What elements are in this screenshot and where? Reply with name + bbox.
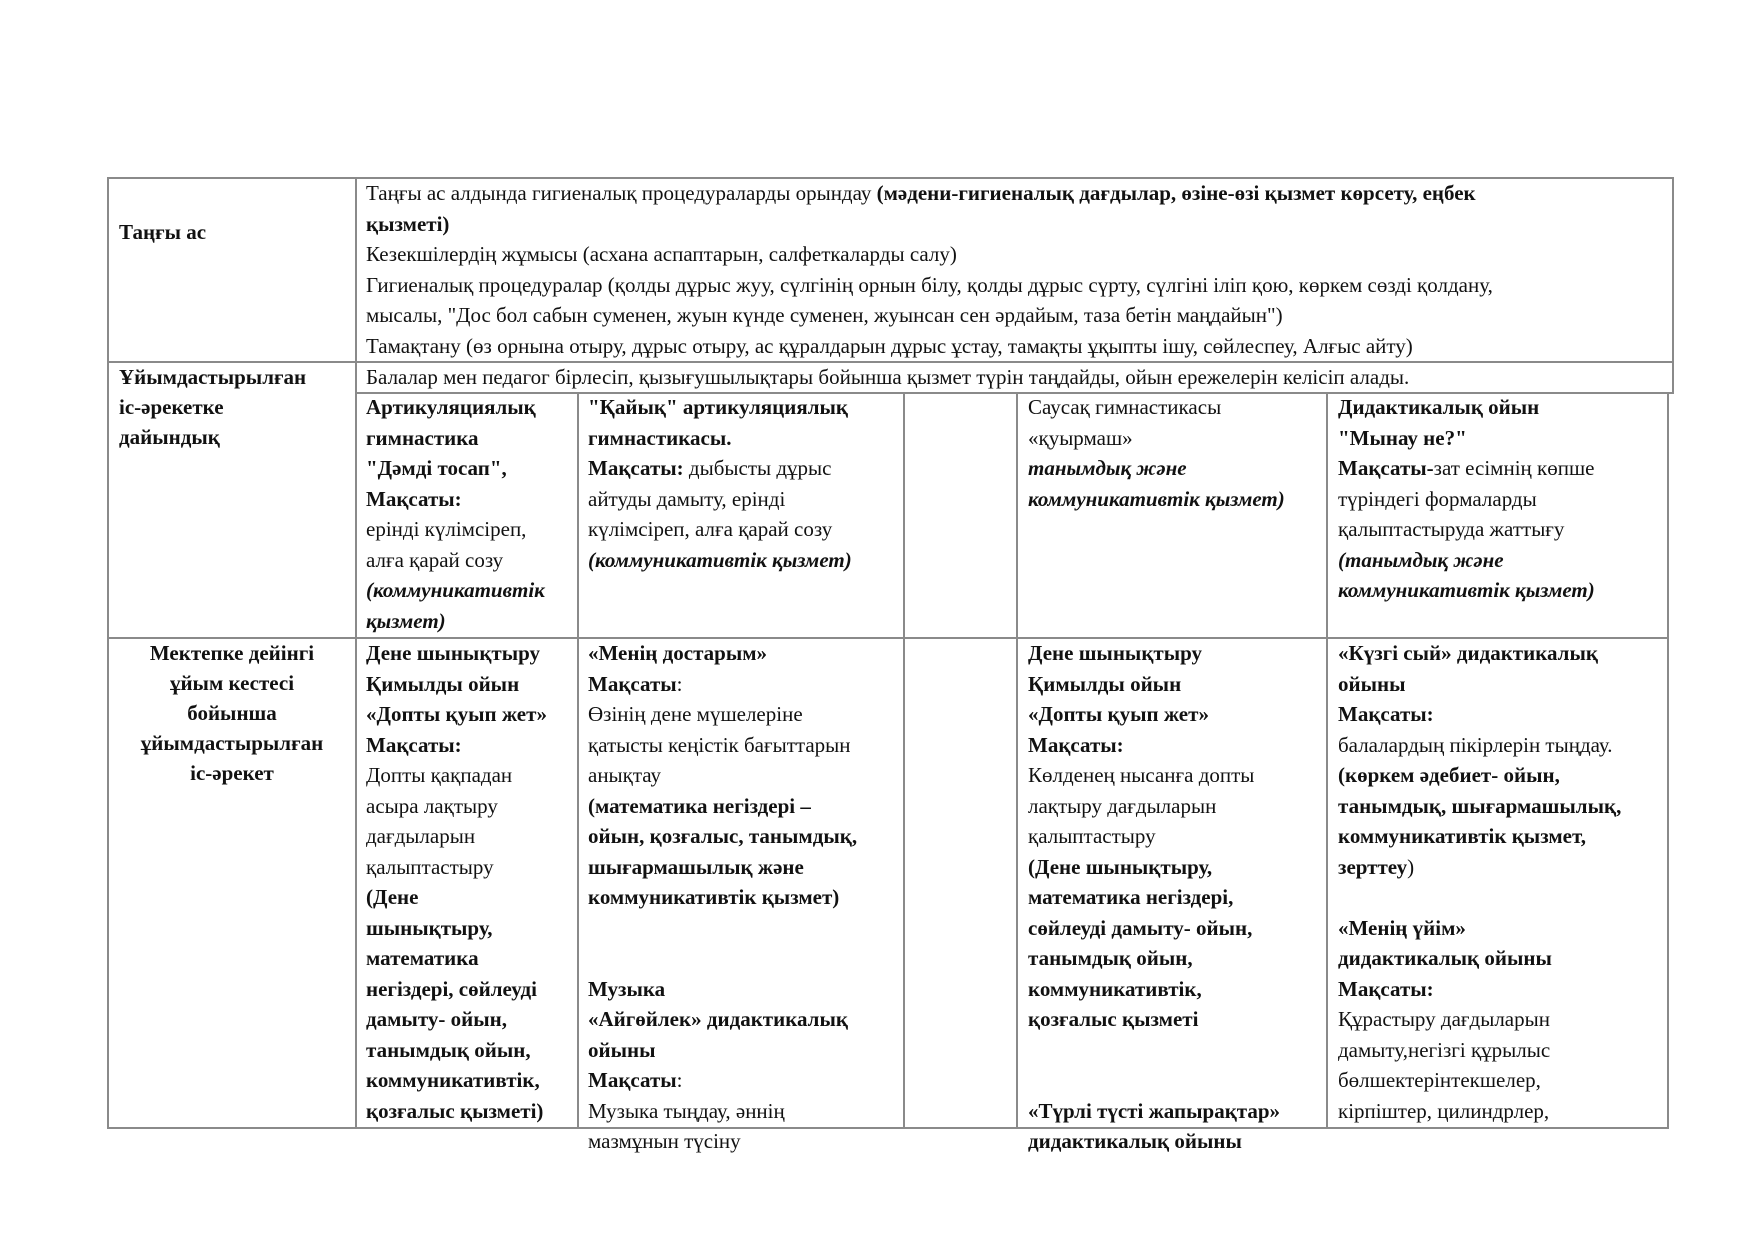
text-run: танымдық ойын,: [366, 1037, 531, 1062]
text-line: [588, 791, 900, 822]
text-run: Артикуляциялық: [366, 395, 536, 419]
text-run: «Айгөйлек» дидактикалық: [588, 1007, 848, 1031]
preparation-intro: Балалар мен педагог бірлесіп, қызығушылықтары бойынша қызмет түрін таңдайды, ойын ережелерін келісіп алады.: [366, 365, 1410, 389]
text-line: [588, 669, 900, 700]
text-run: (Дене: [366, 885, 419, 909]
text-run: "Дәмді тосап",: [366, 456, 507, 480]
text-run: гимнастикасы.: [588, 425, 732, 450]
text-line: [366, 882, 576, 913]
text-run: (математика негіздері –: [588, 793, 811, 818]
text-line: [1028, 760, 1324, 791]
label-line: ұйым кестесі: [169, 671, 295, 695]
text-line: [1338, 943, 1666, 974]
text-run: қозғалыс қызметі): [366, 1098, 544, 1123]
text-run: (мәдени-гигиеналық дағдылар, өзіне-өзі қызмет көрсету, еңбек: [876, 181, 1476, 205]
text-line: [1028, 974, 1324, 1005]
text-run: қызмет): [366, 608, 446, 633]
text-run: зат есімнің көпше: [1433, 456, 1595, 480]
text-line: [1338, 484, 1666, 515]
text-run: қозғалыс қызметі: [1028, 1007, 1199, 1031]
text-run: Мақсаты:: [1338, 976, 1434, 1001]
text-line: [366, 760, 576, 791]
text-line: [1338, 514, 1666, 545]
text-line: [1338, 1004, 1666, 1035]
text-run: (Дене шынықтыру,: [1028, 854, 1213, 879]
text-line: [588, 882, 900, 913]
text-run: балалардың пікірлерін тыңдау.: [1338, 732, 1613, 757]
text-run: Мақсаты:: [1338, 702, 1434, 726]
text-run: "Қайық" артикуляциялық: [588, 395, 848, 419]
text-line: [366, 209, 1666, 240]
text-run: қалыптастыру: [1028, 824, 1156, 848]
text-run: дыбысты дұрыс: [683, 456, 832, 480]
text-run: математика: [366, 946, 479, 970]
text-line: [1338, 1035, 1666, 1066]
text-run: зерттеу: [1338, 854, 1408, 879]
text-line: [1028, 730, 1324, 761]
text-run: коммуникативтік қызмет,: [1338, 824, 1586, 848]
text-run: коммуникативтік қызмет): [588, 885, 840, 909]
text-run: сөйлеуді дамыту- ойын,: [1028, 915, 1253, 940]
text-run: негіздері, сөйлеуді: [366, 976, 537, 1001]
preparation-boat-gymnastics: [588, 392, 900, 575]
text-run: (коммуникативтік: [366, 578, 545, 602]
text-line: [366, 730, 576, 761]
text-run: күлімсіреп, алға қарай созу: [588, 517, 833, 541]
text-line: [1028, 821, 1324, 852]
text-run: Мақсаты:: [588, 456, 684, 480]
text-line: [1028, 852, 1324, 883]
text-line: [366, 974, 576, 1005]
text-run: қатысты кеңістік бағыттарын: [588, 732, 851, 757]
organized-physical-education: [366, 638, 576, 1126]
organized-autumn-gift: [1338, 638, 1666, 1126]
text-line: [366, 852, 576, 883]
text-line: [1338, 1065, 1666, 1096]
text-line: [1028, 1004, 1324, 1035]
text-run: Кезекшілердің жұмысы (асхана аспаптарын, салфеткаларды салу): [366, 242, 957, 266]
preparation-articulation-gymnastics: [366, 392, 576, 636]
text-run: (көркем әдебиет- ойын,: [1338, 763, 1560, 787]
text-run: дидактикалық ойыны: [1338, 946, 1552, 970]
organized-my-friends: [588, 638, 900, 1157]
row-label-organized-activity: [109, 638, 355, 796]
text-run: гимнастика: [366, 425, 479, 450]
text-run: Саусақ гимнастикасы: [1028, 395, 1222, 419]
text-run: «қуырмаш»: [1028, 425, 1133, 450]
text-line: [1338, 545, 1666, 576]
text-run: Музыка: [588, 976, 666, 1001]
column-divider-label: [355, 177, 357, 1129]
text-line: [366, 239, 1666, 270]
text-line: [366, 1065, 576, 1096]
text-run: :: [676, 671, 683, 696]
text-run: (танымдық және: [1338, 547, 1504, 572]
text-line: [1028, 913, 1324, 944]
text-line: [588, 514, 900, 545]
text-line: [1338, 882, 1666, 913]
text-line: [366, 484, 576, 515]
text-run: қызметі): [366, 211, 450, 236]
text-run: Дидактикалық ойын: [1338, 395, 1540, 419]
text-line: [366, 178, 1666, 209]
preparation-didactic-game: [1338, 392, 1666, 606]
text-run: түріндегі формаларды: [1338, 486, 1537, 511]
text-run: дамыту,негізгі құрылыс: [1338, 1037, 1551, 1062]
breakfast-content: [366, 178, 1666, 361]
text-line: [1338, 638, 1666, 669]
text-run: Мақсаты:: [366, 732, 462, 757]
label-line: Мектепке дейінгі: [149, 641, 315, 665]
text-line: [1028, 1035, 1324, 1066]
text-run: Мақсаты: [588, 671, 677, 696]
text-line: [1338, 852, 1666, 883]
text-line: [1028, 638, 1324, 669]
table-border-right-lower: [1667, 392, 1669, 1129]
organized-physical-education-2: [1028, 638, 1324, 1157]
text-line: [366, 606, 576, 637]
text-run: "Мынау не?": [1338, 425, 1467, 450]
text-line: [588, 1096, 900, 1127]
text-line: [1028, 699, 1324, 730]
text-line: [366, 545, 576, 576]
label-line: іс-әрекет: [190, 761, 274, 785]
text-run: коммуникативтік,: [1028, 976, 1202, 1001]
text-run: коммуникативтік,: [366, 1068, 540, 1092]
text-line: [588, 1126, 900, 1157]
label-line: бойынша: [187, 701, 277, 725]
text-run: Мақсаты: [588, 1068, 677, 1092]
text-line: [366, 699, 576, 730]
text-run: Құрастыру дағдыларын: [1338, 1007, 1550, 1031]
column-divider-4: [1016, 392, 1018, 1129]
text-run: Мақсаты:: [1028, 732, 1124, 757]
preparation-finger-gymnastics: [1028, 392, 1324, 514]
row-label-breakfast: Таңғы ас: [119, 220, 207, 244]
text-run: ): [1407, 854, 1415, 879]
text-line: [1028, 423, 1324, 454]
text-run: анықтау: [588, 763, 662, 787]
text-line: [366, 821, 576, 852]
text-line: [588, 392, 900, 423]
text-line: [588, 545, 900, 576]
text-run: дамыту- ойын,: [366, 1007, 507, 1031]
text-run: айтуды дамыту, ерінді: [588, 486, 786, 511]
text-run: ойыны: [1338, 671, 1406, 696]
text-line: [588, 913, 900, 944]
text-run: Мақсаты-: [1338, 456, 1434, 480]
text-run: мысалы, "Дос бол сабын суменен, жуын күнде суменен, жуынсан сен әрдайым, таза бетін маңдайын"): [366, 303, 1283, 327]
text-run: танымдық, шығармашылық,: [1338, 793, 1622, 818]
text-line: [588, 1035, 900, 1066]
text-line: [588, 484, 900, 515]
text-line: [1338, 913, 1666, 944]
text-run: Өзінің дене мүшелеріне: [588, 702, 803, 726]
text-run: :: [676, 1068, 683, 1092]
text-run: «Түрлі түсті жапырақтар»: [1028, 1098, 1281, 1123]
text-line: [1028, 1096, 1324, 1127]
text-line: [588, 730, 900, 761]
text-line: [366, 913, 576, 944]
text-line: [366, 638, 576, 669]
text-run: алға қарай созу: [366, 547, 504, 572]
text-line: [366, 1004, 576, 1035]
text-run: Гигиеналық процедуралар (қолды дұрыс жуу, сүлгінің орнын білу, қолды дұрыс сүрту, сүлгіні іліп қою, көркем сөзді қолдану,: [366, 272, 1493, 297]
text-run: (коммуникативтік қызмет): [588, 547, 852, 572]
text-line: [1338, 974, 1666, 1005]
text-line: [1028, 392, 1324, 423]
text-run: Қимылды ойын: [366, 671, 520, 696]
text-line: [588, 760, 900, 791]
text-run: дидактикалық ойыны: [1028, 1129, 1242, 1153]
text-run: ойыны: [588, 1037, 656, 1062]
label-line: Ұйымдастырылған: [119, 365, 307, 389]
text-run: шығармашылық және: [588, 854, 804, 879]
text-run: ойын, қозғалыс, танымдық,: [588, 824, 858, 848]
text-run: Тамақтану (өз орнына отыру, дұрыс отыру, ас құралдарын дұрыс ұстау, тамақты ұқыпты ішу, сөйлеспеу, Алғыс айту): [366, 333, 1413, 358]
text-run: «Менің үйім»: [1338, 915, 1466, 940]
row-label-preparation: [109, 362, 355, 460]
text-line: [588, 453, 900, 484]
column-divider-5: [1326, 392, 1328, 1129]
text-line: [588, 943, 900, 974]
text-line: [1028, 791, 1324, 822]
text-run: Қимылды ойын: [1028, 671, 1182, 696]
text-line: [1338, 392, 1666, 423]
text-line: [1338, 453, 1666, 484]
text-line: [366, 453, 576, 484]
text-run: коммуникативтік қызмет): [1338, 578, 1595, 602]
text-run: кірпіштер, цилиндрлер,: [1338, 1098, 1550, 1123]
label-line: ұйымдастырылған: [140, 731, 324, 755]
text-run: Дене шынықтыру: [366, 641, 541, 665]
text-line: [1338, 699, 1666, 730]
text-line: [588, 1065, 900, 1096]
text-line: [366, 270, 1666, 301]
text-run: ерінді күлімсіреп,: [366, 517, 527, 541]
text-line: [1338, 1096, 1666, 1127]
text-run: дағдыларын: [366, 824, 476, 848]
text-run: танымдық ойын,: [1028, 946, 1193, 970]
text-run: «Күзгі сый» дидактикалық: [1338, 641, 1598, 665]
column-divider-2: [577, 392, 579, 1129]
text-run: асыра лақтыру: [366, 793, 498, 818]
text-line: [366, 300, 1666, 331]
text-line: [588, 852, 900, 883]
text-run: коммуникативтік қызмет): [1028, 486, 1285, 511]
text-line: [1338, 760, 1666, 791]
text-line: [1338, 730, 1666, 761]
text-line: [588, 974, 900, 1005]
text-run: Музыка тыңдау, әннің: [588, 1098, 785, 1123]
text-line: [588, 638, 900, 669]
text-line: [1338, 423, 1666, 454]
text-line: [588, 699, 900, 730]
text-run: мазмұнын түсіну: [588, 1129, 741, 1153]
text-line: [366, 392, 576, 423]
text-line: [1338, 669, 1666, 700]
text-line: [366, 669, 576, 700]
text-run: шынықтыру,: [366, 915, 493, 940]
text-run: бөлшектерінтекшелер,: [1338, 1068, 1541, 1092]
text-line: [1028, 943, 1324, 974]
text-line: [366, 1096, 576, 1127]
text-run: Допты қақпадан: [366, 763, 513, 787]
text-line: [1028, 669, 1324, 700]
text-line: [588, 821, 900, 852]
text-run: қалыптастыру: [366, 854, 494, 879]
text-line: [366, 514, 576, 545]
text-line: [366, 943, 576, 974]
text-run: Дене шынықтыру: [1028, 641, 1203, 665]
text-line: [1028, 882, 1324, 913]
text-run: Таңғы ас алдында гигиеналық процедураларды орындау: [366, 181, 877, 205]
text-run: «Допты қуып жет»: [366, 702, 547, 726]
column-divider-3: [903, 392, 905, 1129]
text-line: [366, 791, 576, 822]
text-line: [366, 423, 576, 454]
text-line: [1338, 791, 1666, 822]
text-line: [1028, 453, 1324, 484]
text-line: [588, 423, 900, 454]
text-run: қалыптастыруда жаттығу: [1338, 517, 1565, 541]
label-line: іс-әрекетке: [119, 395, 224, 419]
text-line: [366, 1035, 576, 1066]
text-line: [1028, 484, 1324, 515]
text-run: «Допты қуып жет»: [1028, 702, 1209, 726]
text-line: [1338, 575, 1666, 606]
text-run: Мақсаты:: [366, 486, 462, 511]
text-line: [1338, 821, 1666, 852]
text-run: танымдық және: [1028, 456, 1187, 480]
text-run: «Менің достарым»: [588, 641, 768, 665]
text-run: Көлденең нысанға допты: [1028, 763, 1255, 787]
text-line: [1028, 1065, 1324, 1096]
label-line: дайындық: [119, 425, 220, 449]
text-line: [1028, 1126, 1324, 1157]
text-run: лақтыру дағдыларын: [1028, 793, 1217, 818]
text-line: [366, 575, 576, 606]
text-run: математика негіздері,: [1028, 885, 1234, 909]
text-line: [588, 1004, 900, 1035]
text-line: [366, 331, 1666, 362]
